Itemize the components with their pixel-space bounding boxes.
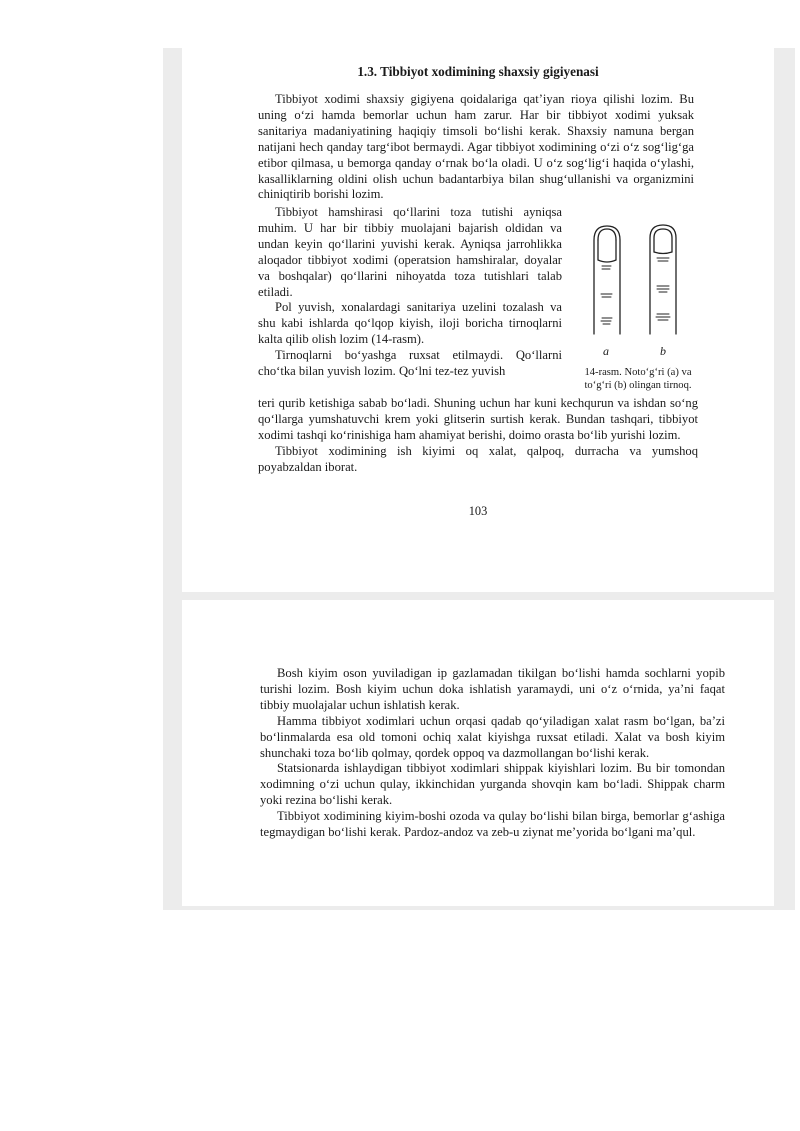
text-block-continued	[258, 396, 698, 476]
figure-14-fingernails	[580, 222, 696, 391]
text-block-intro	[258, 92, 694, 203]
text-block-beside-figure	[258, 205, 562, 380]
paragraph: Hamma tibbiyot xodimlari uchun orqasi qadab qo‘yiladigan xalat rasm bo‘lgan, ba’zi bo‘linmalarda esa old tomoni ochiq xalat kiyishga ruxsat etiladi. Xalat va bosh kiyim shunchaki toza bo‘lib qolmay, qordek oppoq va dazmollangan bo‘lishi kerak.	[260, 713, 725, 760]
page-number: 103	[468, 504, 488, 518]
text-block-page2	[260, 666, 725, 841]
paragraph: Pol yuvish, xonalardagi sanitariya uzelini tozalash va shu kabi ishlarda qo‘lqop kiyish, iloji boricha tirnoqlarni kalta qilib olish lozim (14-rasm).	[258, 300, 562, 347]
figure-caption: 14-rasm. Noto‘g‘ri (a) va to‘g‘ri (b) olingan tirnoq.	[584, 367, 692, 391]
fingernail-illustration	[580, 222, 696, 340]
paragraph: Tibbiyot xodimi shaxsiy gigiyena qoidalariga qat’iyan rioya qilishi lozim. Bu uning o‘zi hamda bemorlar uchun ham zarur. Har bir tibbiyot xodimi yuksak sanitariya madaniyatining haqiqiy timsoli bo‘lishi kerak. Shaxsiy namuna bergan natijani hech qanday targ‘ibot bermaydi. Agar tibbiyot xodimining o‘zi o‘z sog‘lig‘ga etibor qilmasa, u bemorga qanday o‘rnak bo‘la oladi. U o‘z sog‘lig‘i haqida o‘ylashi, kasalliklarning oldini olish uchun badantarbiya bilan shug‘ullanishi va organizmini chiniqtirib borishi lozim.	[258, 92, 694, 202]
paragraph: Tibbiyot xodimining kiyim-boshi ozoda va qulay bo‘lishi bilan birga, bemorlar g‘ashiga tegmaydigan bo‘lishi kerak. Pardoz-andoz va zeb-u ziynat me’yorida bo‘lgani ma’qul.	[260, 809, 725, 840]
paragraph: Statsionarda ishlaydigan tibbiyot xodimlari shippak kiyishlari lozim. Bu bir tomondan xodimning o‘zi uchun qulay, ikkinchidan yurganda shovqin kam bo‘ladi. Shippak charm yoki rezina bo‘lishi kerak.	[260, 761, 725, 808]
figure-label-b: b	[660, 344, 666, 358]
section-title: 1.3. Tibbiyot xodimining shaxsiy gigiyenasi	[357, 64, 599, 79]
book-page-103	[182, 48, 774, 592]
book-page-104	[182, 600, 774, 906]
paragraph: Bosh kiyim oson yuviladigan ip gazlamadan tikilgan bo‘lishi hamda sochlarni yopib turishi lozim. Bosh kiyim uchun doka ishlatish yaramaydi, uni o‘z o‘rnida, ya’ni faqat tibbiy muolajalar uchun ishlatish kerak.	[260, 666, 725, 712]
figure-label-a: a	[603, 344, 609, 358]
paragraph: Tirnoqlarni bo‘yashga ruxsat etilmaydi. Qo‘llarni cho‘tka bilan yuvish lozim. Qo‘lni tez-tez yuvish	[258, 348, 562, 379]
paragraph: Tibbiyot xodimining ish kiyimi oq xalat, qalpoq, durracha va yumshoq poyabzaldan iborat.	[258, 443, 698, 474]
paragraph: Tibbiyot hamshirasi qo‘llarini toza tutishi ayniqsa muhim. U har bir tibbiy muolajani bajarish oldidan va undan keyin qo‘llarini yuvishi kerak. Ayniqsa jarrohlikka aloqador tibbiyot xodimi (operatsion hamshiralar, doyalar va boshqalar) qo‘llarini nihoyatda toza tutishlari talab etiladi.	[258, 205, 562, 299]
paragraph: teri qurib ketishiga sabab bo‘ladi. Shuning uchun har kuni kechqurun va ishdan so‘ng qo‘llarga yumshatuvchi krem yoki glitserin surtish kerak. Bundan tashqari, tibbiyot xodimi tashqi ko‘rinishiga ham ahamiyat berishi, doimo orasta bo‘lib yurishi lozim.	[258, 396, 698, 442]
